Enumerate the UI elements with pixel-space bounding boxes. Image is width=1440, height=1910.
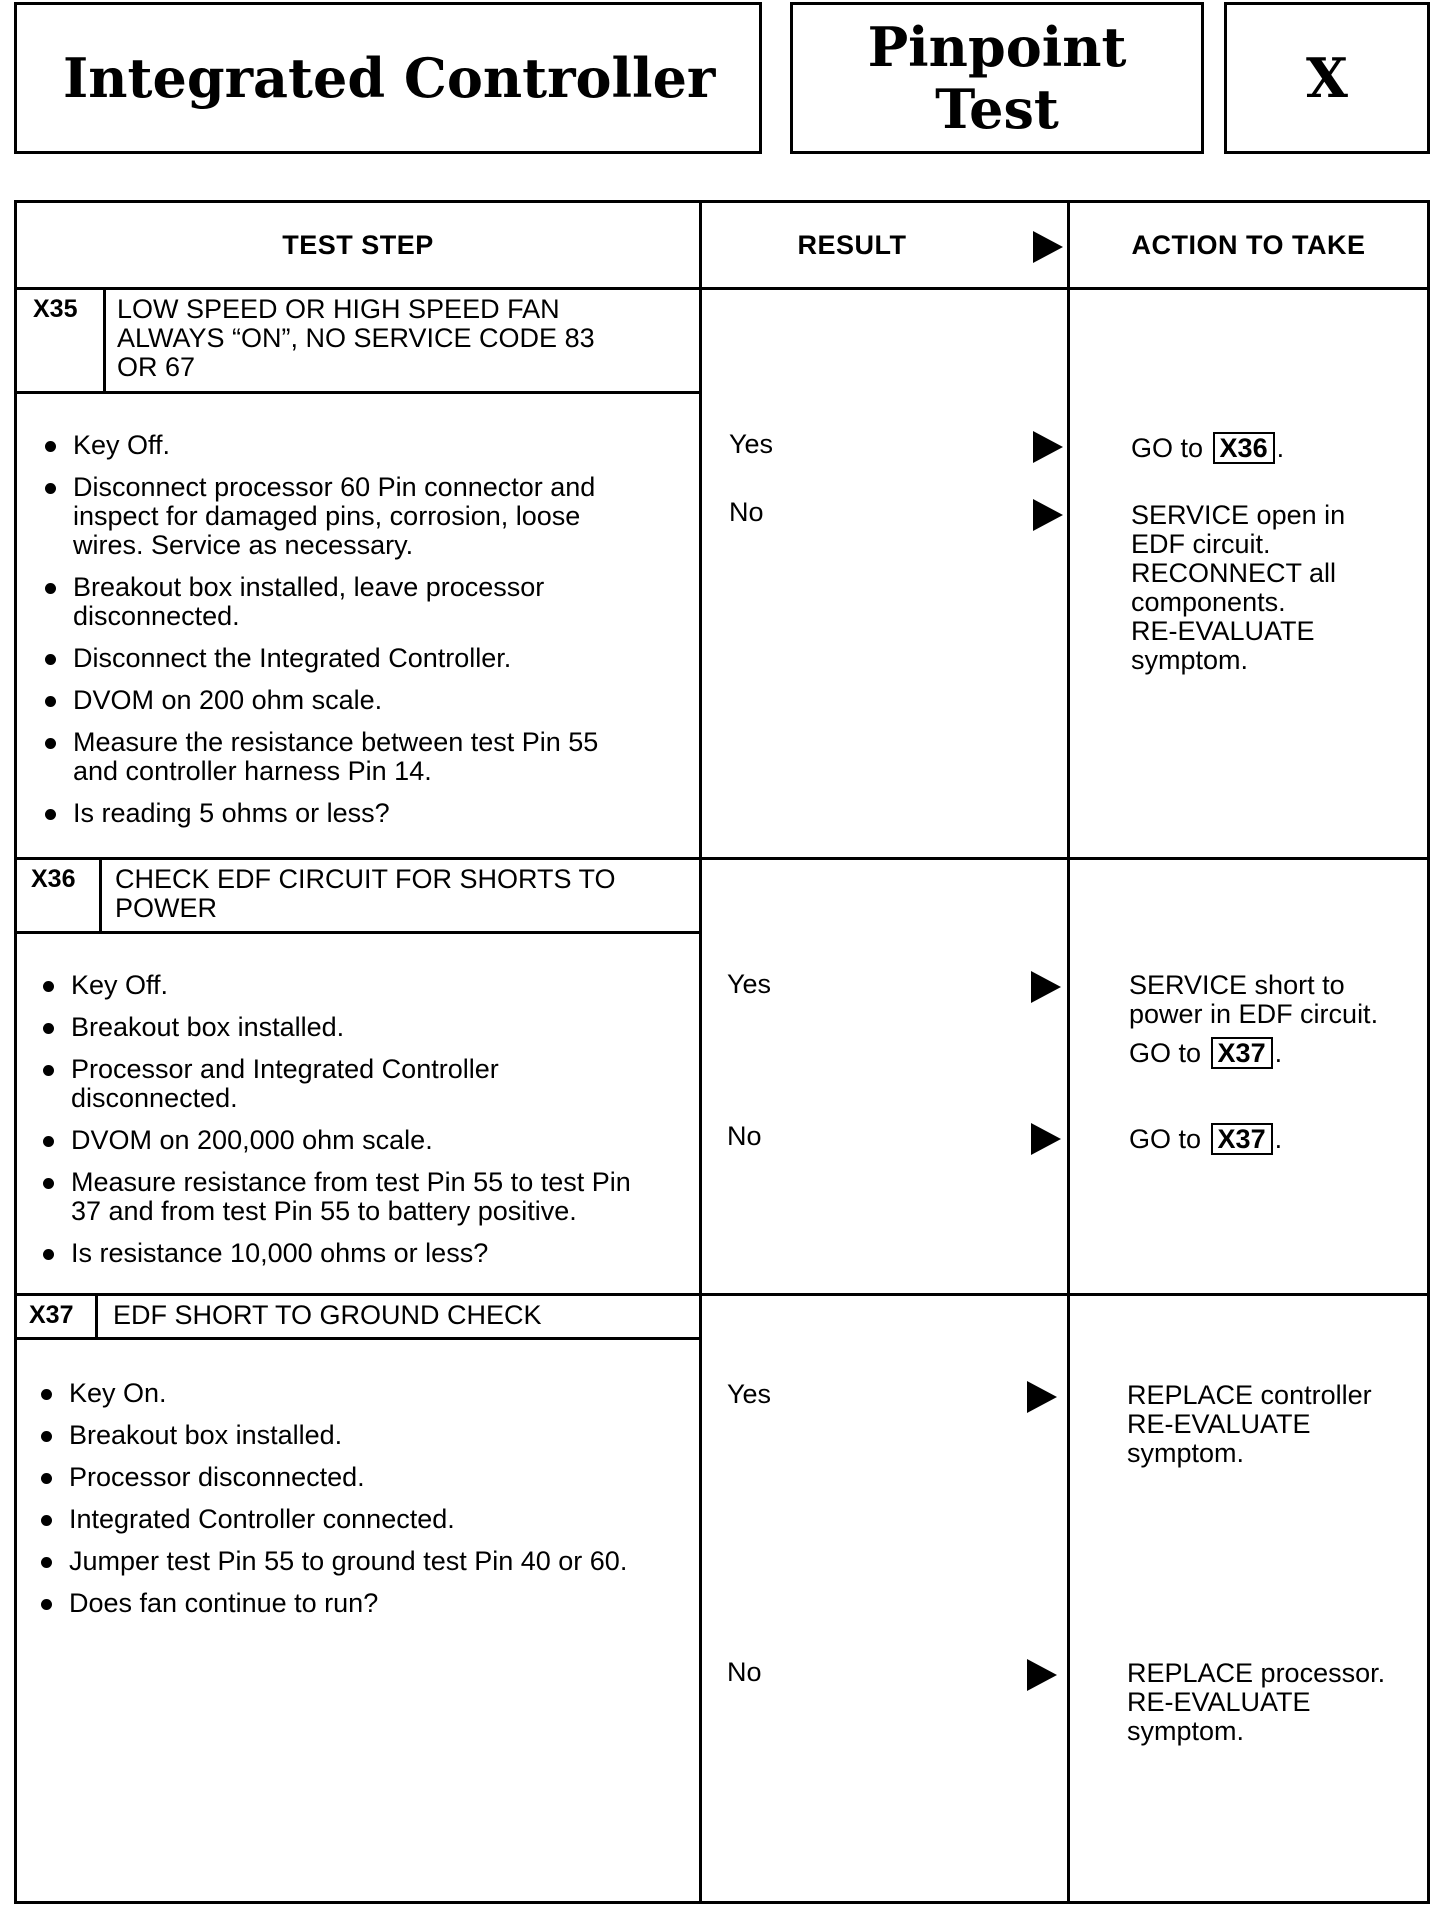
instruction-line: Key On. (69, 1378, 167, 1408)
result-yes: Yes (727, 969, 772, 999)
result-arrow-icon (1033, 431, 1063, 463)
instruction-line: Disconnect processor 60 Pin connector and (73, 472, 596, 502)
instruction-line: wires. Service as necessary. (73, 530, 414, 560)
instruction-line: inspect for damaged pins, corrosion, loose (73, 501, 581, 531)
result-no: No (727, 1657, 762, 1687)
go-to-text: GO to (1129, 1124, 1202, 1154)
instruction-line: Breakout box installed. (71, 1012, 345, 1042)
action-line: RE-EVALUATE (1127, 1687, 1311, 1717)
instruction-line: Measure resistance from test Pin 55 to test Pin (71, 1167, 631, 1197)
step-title-line: EDF SHORT TO GROUND CHECK (113, 1300, 542, 1330)
instruction-line: DVOM on 200 ohm scale. (73, 685, 383, 715)
step-id-divider (95, 1293, 98, 1339)
go-to-step-link[interactable]: X36 (1213, 432, 1275, 464)
instruction-line: disconnected. (71, 1083, 238, 1113)
result-yes: Yes (727, 1379, 772, 1409)
action-line: SERVICE open in (1131, 500, 1346, 530)
result-yes: Yes (729, 429, 774, 459)
go-to-line (1129, 1037, 1378, 1069)
step-title (117, 295, 595, 382)
go-to-suffix: . (1274, 1038, 1283, 1068)
step-instructions (39, 971, 631, 1281)
step-separator (17, 1293, 1427, 1296)
go-to-suffix: . (1276, 433, 1285, 463)
column-divider-2 (1067, 203, 1070, 1903)
section-letter: X (1224, 2, 1430, 154)
instruction-item (39, 1013, 631, 1042)
result-arrow-icon (1027, 1659, 1057, 1691)
go-to-step-link[interactable]: X37 (1211, 1123, 1273, 1155)
step-title-line: CHECK EDF CIRCUIT FOR SHORTS TO (115, 864, 616, 894)
step-title-rule (17, 931, 702, 934)
instruction-item (41, 799, 598, 828)
step-id-divider (103, 287, 106, 393)
action-text (1131, 501, 1345, 675)
instruction-line: Integrated Controller connected. (69, 1504, 455, 1534)
instruction-item (41, 431, 598, 460)
pinpoint-test-table (14, 200, 1430, 1904)
step-title (113, 1301, 542, 1330)
action-line: symptom. (1127, 1438, 1245, 1468)
instruction-line: Measure the resistance between test Pin 55 (73, 727, 599, 757)
step-instructions (37, 1379, 627, 1631)
instruction-item (37, 1463, 627, 1492)
instruction-item (39, 1055, 631, 1113)
instruction-item (37, 1421, 627, 1450)
step-title-rule (17, 391, 702, 394)
action-line: RECONNECT all (1131, 558, 1337, 588)
result-arrow-icon (1033, 231, 1063, 263)
step-id: X36 (31, 865, 76, 893)
instruction-item (39, 1239, 631, 1268)
test-type-line-2: Test (935, 77, 1059, 141)
instruction-line: 37 and from test Pin 55 to battery positive. (71, 1196, 577, 1226)
action-line: power in EDF circuit. (1129, 999, 1379, 1029)
action-text (1129, 971, 1378, 1069)
instruction-item (37, 1547, 627, 1576)
instruction-item (37, 1379, 627, 1408)
instruction-item (37, 1589, 627, 1618)
instruction-line: disconnected. (73, 601, 240, 631)
test-type-label (790, 2, 1204, 154)
instruction-line: Does fan continue to run? (69, 1588, 379, 1618)
action-text (1129, 1123, 1282, 1155)
instruction-line: Is reading 5 ohms or less? (73, 798, 390, 828)
column-header-action: ACTION TO TAKE (1131, 229, 1366, 260)
instruction-item (41, 686, 598, 715)
instruction-line: Processor disconnected. (69, 1462, 365, 1492)
action-line: symptom. (1131, 645, 1249, 675)
instruction-item (39, 1168, 631, 1226)
instruction-line: Is resistance 10,000 ohms or less? (71, 1238, 489, 1268)
instruction-item (37, 1505, 627, 1534)
instruction-item (41, 728, 598, 786)
go-to-step-link[interactable]: X37 (1211, 1037, 1273, 1069)
instruction-item (41, 573, 598, 631)
action-text (1131, 432, 1284, 464)
instruction-line: Key Off. (73, 430, 171, 460)
go-to-suffix: . (1274, 1124, 1283, 1154)
instruction-line: and controller harness Pin 14. (73, 756, 432, 786)
result-no: No (729, 497, 764, 527)
action-line: EDF circuit. (1131, 529, 1271, 559)
step-title-line: LOW SPEED OR HIGH SPEED FAN (117, 294, 560, 324)
action-line: REPLACE controller (1127, 1380, 1372, 1410)
action-line: components. (1131, 587, 1286, 617)
step-id-divider (99, 857, 102, 933)
column-header-result: RESULT (797, 229, 907, 260)
instruction-line: Disconnect the Integrated Controller. (73, 643, 512, 673)
action-text (1127, 1659, 1385, 1746)
action-line: RE-EVALUATE (1131, 616, 1315, 646)
step-id: X37 (29, 1301, 74, 1329)
result-arrow-icon (1033, 499, 1063, 531)
instruction-line: Processor and Integrated Controller (71, 1054, 499, 1084)
document-title: Integrated Controller (14, 2, 762, 154)
step-separator (17, 857, 1427, 860)
result-arrow-icon (1031, 971, 1061, 1003)
go-to-text: GO to (1129, 1038, 1202, 1068)
column-divider-1 (699, 203, 702, 1903)
action-text (1127, 1381, 1372, 1468)
column-header-test-step: TEST STEP (282, 229, 434, 260)
result-arrow-icon (1031, 1123, 1061, 1155)
step-title-line: POWER (115, 893, 218, 923)
instruction-line: Breakout box installed, leave processor (73, 572, 545, 602)
instruction-item (39, 971, 631, 1000)
header-rule (17, 287, 1427, 290)
action-line: symptom. (1127, 1716, 1245, 1746)
instruction-item (41, 473, 598, 560)
step-title-line: ALWAYS “ON”, NO SERVICE CODE 83 (117, 323, 595, 353)
instruction-item (39, 1126, 631, 1155)
test-type-line-1: Pinpoint (867, 15, 1127, 79)
step-title-rule (17, 1337, 702, 1340)
step-instructions (41, 431, 598, 841)
instruction-line: Jumper test Pin 55 to ground test Pin 40 or 60. (69, 1546, 628, 1576)
instruction-line: Breakout box installed. (69, 1420, 343, 1450)
action-line: SERVICE short to (1129, 970, 1345, 1000)
step-title-line: OR 67 (117, 352, 196, 382)
step-title (115, 865, 616, 923)
instruction-line: Key Off. (71, 970, 169, 1000)
action-line: RE-EVALUATE (1127, 1409, 1311, 1439)
go-to-text: GO to (1131, 433, 1204, 463)
instruction-line: DVOM on 200,000 ohm scale. (71, 1125, 433, 1155)
result-arrow-icon (1027, 1381, 1057, 1413)
step-id: X35 (33, 295, 78, 323)
result-no: No (727, 1121, 762, 1151)
instruction-item (41, 644, 598, 673)
action-line: REPLACE processor. (1127, 1658, 1386, 1688)
